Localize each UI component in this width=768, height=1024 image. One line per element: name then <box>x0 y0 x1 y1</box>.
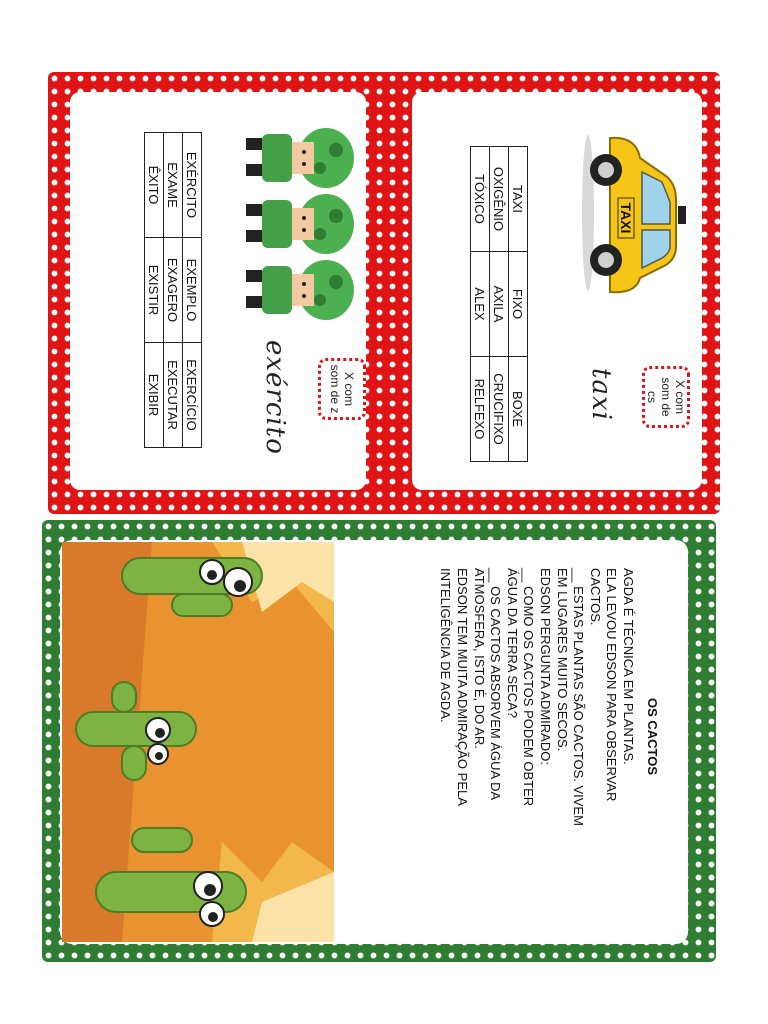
x-z-sound-label: X com som de z <box>328 364 356 414</box>
table-cell: TÓXICO <box>471 147 490 252</box>
table-cell: RELFEXO <box>471 357 490 462</box>
table-cell: EXÉRCITO <box>183 133 202 238</box>
table-row <box>490 147 509 462</box>
soldiers-image <box>240 120 366 330</box>
taxi-cursive-word: taxi <box>586 368 616 421</box>
story-line: ÁGUA DA TERRA SECA? <box>504 568 520 719</box>
x-cs-sound-label: X com som de cs <box>645 377 687 417</box>
table-cell: ÊXITO <box>145 133 164 238</box>
table-cell: EXECUTAR <box>164 343 183 448</box>
table-row <box>145 133 164 448</box>
table-cell: EXAME <box>164 133 183 238</box>
taxi-word-table <box>470 146 528 462</box>
table-cell: EXAGERO <box>164 238 183 343</box>
story-line: ATMOSFERA, ISTO É, DO AR. <box>471 568 487 749</box>
story-line: __ COMO OS CACTOS PODEM OBTER <box>521 568 537 807</box>
taxi-sign: TAXI <box>618 202 634 234</box>
story-line: EDSON TEM MUITA ADMIRAÇÃO PELA <box>455 568 471 806</box>
story-line: __ ESTAS PLANTAS SÃO CACTOS. VIVEM <box>571 568 587 826</box>
story-line: EM LUGARES MUITO SECOS. <box>554 568 570 752</box>
army-cursive-word: exército <box>260 340 290 455</box>
table-cell: FIXO <box>509 252 528 357</box>
story-line: INTELIGÊNCIA DE AGDA. <box>438 568 454 723</box>
table-cell: ALEX <box>471 252 490 357</box>
taxi-car-image <box>578 128 688 298</box>
table-cell: AXILA <box>490 252 509 357</box>
table-cell: OXIGÊNIO <box>490 147 509 252</box>
table-cell: TAXI <box>509 147 528 252</box>
x-cs-sound-box <box>642 366 690 428</box>
table-row <box>509 147 528 462</box>
story-line: AGDA É TÉCNICA EM PLANTAS. <box>621 568 636 765</box>
story-line: EDSON PERGUNTA ADMIRADO: <box>538 568 554 765</box>
table-row <box>183 133 202 448</box>
taxi-card <box>426 100 696 482</box>
table-cell: EXISTIR <box>145 238 164 343</box>
story-line: ELA LEVOU EDSON PARA OBSERVAR <box>604 568 620 802</box>
army-word-table <box>144 132 202 448</box>
story-block <box>42 566 662 962</box>
x-z-sound-box <box>318 358 366 420</box>
table-row <box>164 133 183 448</box>
table-cell: CRUCIFIXO <box>490 357 509 462</box>
table-cell: EXIBIR <box>145 343 164 448</box>
table-cell: EXERCÍCIO <box>183 343 202 448</box>
table-cell: BOXE <box>509 357 528 462</box>
table-row <box>471 147 490 462</box>
story-text <box>437 568 636 826</box>
army-card <box>100 100 370 482</box>
story-line: __ OS CACTOS ABSORVEM ÁGUA DA <box>488 568 504 801</box>
table-cell: EXEMPLO <box>183 238 202 343</box>
story-title: OS CACTOS <box>645 698 660 776</box>
story-line: CACTOS. <box>587 568 603 626</box>
